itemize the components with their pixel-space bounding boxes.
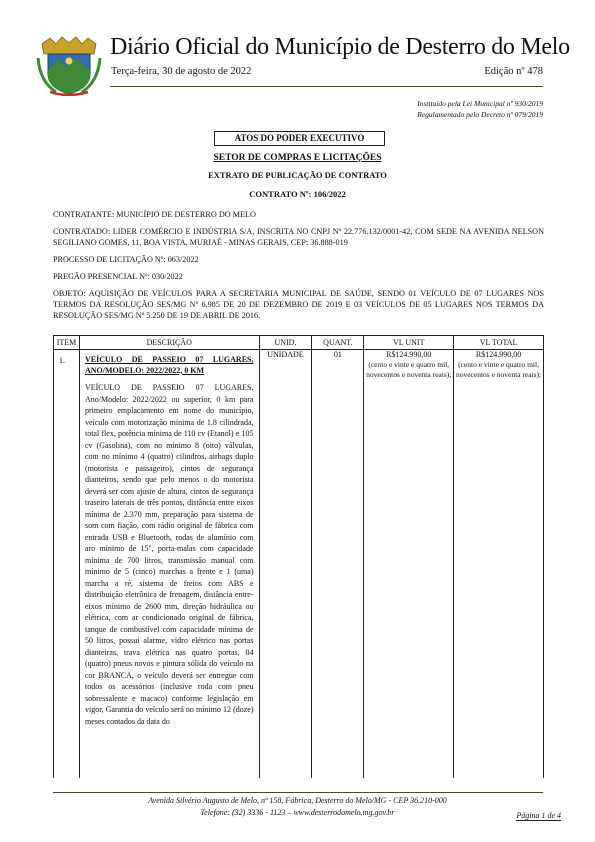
item-description: [79, 350, 259, 778]
item-unit: UNIDADE: [259, 350, 312, 778]
col-header-total-value: VL TOTAL: [454, 336, 544, 350]
total-value-words: (cento e vinte e quatro mil, novecentos e noventa reais);: [455, 360, 542, 379]
header-divider: [110, 86, 543, 87]
table-row: [54, 350, 544, 778]
table-header-row: [54, 336, 544, 350]
item-number: 1.: [54, 350, 80, 778]
page-number: Página 1 de 4: [516, 811, 561, 820]
unit-value-words: (cento e vinte e quatro mil, novecentos e noventa reais);: [366, 360, 452, 379]
institution-law-note: Instituído pela Lei Municipal nº 930/2019: [417, 99, 543, 108]
sector-heading: SETOR DE COMPRAS E LICITAÇÕES: [213, 153, 382, 163]
total-value-amount: R$124.990,00: [475, 350, 522, 359]
contract-number: CONTRATO Nº: 106/2022: [249, 189, 346, 199]
regulation-decree-note: Regulamentado pelo Decreto nº 079/2019: [417, 110, 543, 119]
gazette-title: Diário Oficial do Município de Desterro do Melo: [110, 34, 570, 60]
items-table: [53, 335, 544, 778]
extract-heading: EXTRATO DE PUBLICAÇÃO DE CONTRATO: [208, 170, 387, 180]
municipal-coat-of-arms: [36, 34, 102, 96]
bidding-process: PROCESSO DE LICITAÇÃO Nº: 063/2022: [53, 255, 199, 264]
item-total-value: [454, 350, 544, 778]
col-header-item: ITEM: [54, 336, 80, 350]
contracting-party: CONTRATANTE: MUNICÍPIO DE DESTERRO DO MELO: [53, 210, 256, 219]
item-quantity: 01: [312, 350, 364, 778]
col-header-description: DESCRIÇÃO: [79, 336, 259, 350]
contracted-party: CONTRATADO: LIDER COMÉRCIO E INDÚSTRIA S/A, INSCRITA NO CNPJ Nº 22.776.132/0001-42, COM SEDE NA AVENIDA NELSON SEGILIANO GOMES, 11, BOA VISTA, MURIAÉ - MINAS GERAIS, CEP: 36.888-019: [53, 227, 544, 247]
item-description-title: VEÍCULO DE PASSEIO 07 LUGARES, ANO/MODELO: 2022/2022, 0 KM: [84, 355, 254, 375]
executive-acts-box: ATOS DO PODER EXECUTIVO: [214, 131, 385, 146]
item-description-body: VEÍCULO DE PASSEIO 07 LUGARES, Ano/Modelo: 2022/2022 ou superior, 0 km para primeiro emplacamento em nome do município, veículo com motorização mínima de 1.8 cilindrada, total flex, potência mínima de 110 cv (Etanol) e 105 cv (Gasolina), com no mínimo 8 (oito) válvulas, com no mínimo 4 (quatro) cilindros, airbags duplo (motorista e passageiro), cintos de segurança dianteiros, sendo que pelo menos o do motorista deverá ser com ajuste de altura, cintos de segurança traseiro laterais de três pontos, distância entre eixos mínima de 2.370 mm, preparação para sistema de som com fiação, com rádio original de fábrica com entrada USB e Bluetooth, rodas de alumínio com aro mínimo de 15", porta-malas com capacidade mínima de 700 litros, transmissão manual com mínimo de 5 (cinco) marchas a frente e 1 (uma) marcha a ré, sistema de freios com ABS e distribuição eletrônica de frenagem, distância entre-eixos mínimo de 2600 mm, direção hidráulica ou elétrica, com ar condicionado original de fábrica, tanque de combustível com capacidade mínima de 50 litros, possui alarme, vidro elétrico nas portas dianteiras, trava elétrica nas quatro portas, 04 (quatro) pneus novos e pintura sólida do veículo na cor BRANCA, o veículo deverá ser entregue com todos os acessórios (inclusive roda com pneu sobressalente e macaco) conforme legislação em vigor, Garantia do veículo será no mínimo 12 (doze) meses contados da data do: [84, 383, 254, 726]
item-unit-value: [364, 350, 454, 778]
footer-contact: Telefone: (32) 3336 - 1123 – www.desterrodomelo.mg.gov.br: [200, 808, 395, 817]
publication-date: Terça-feira, 30 de agosto de 2022: [111, 66, 252, 77]
col-header-unit-value: VL UNIT: [364, 336, 454, 350]
footer-address: Avenida Silvério Augusto de Melo, nº 158, Fábrica, Desterro do Melo/MG - CEP 36.210-000: [148, 796, 447, 805]
footer-divider: [53, 792, 543, 793]
col-header-quantity: QUANT.: [312, 336, 364, 350]
edition-number: Edição nº 478: [484, 66, 543, 77]
contract-object: OBJETO: AQUISIÇÃO DE VEÍCULOS PARA A SECRETARIA MUNICIPAL DE SAÚDE, SENDO 01 VEÍCULO DE 07 LUGARES NOS TERMOS DA RESOLUÇÃO SES/MG Nº 6.985 DE 20 DE DEZEMBRO DE 2019 E 03 VEÍCULOS DE 05 LUGARES NOS TERMOS DA RESOLUÇÃO SES/MG Nº 5.250 DE 19 DE ABRIL DE 2016.: [53, 289, 544, 320]
unit-value-amount: R$124.990,00: [386, 350, 432, 359]
auction-number: PREGÃO PRESENCIAL Nº: 030/2022: [53, 272, 183, 281]
col-header-unit: UNID.: [259, 336, 312, 350]
